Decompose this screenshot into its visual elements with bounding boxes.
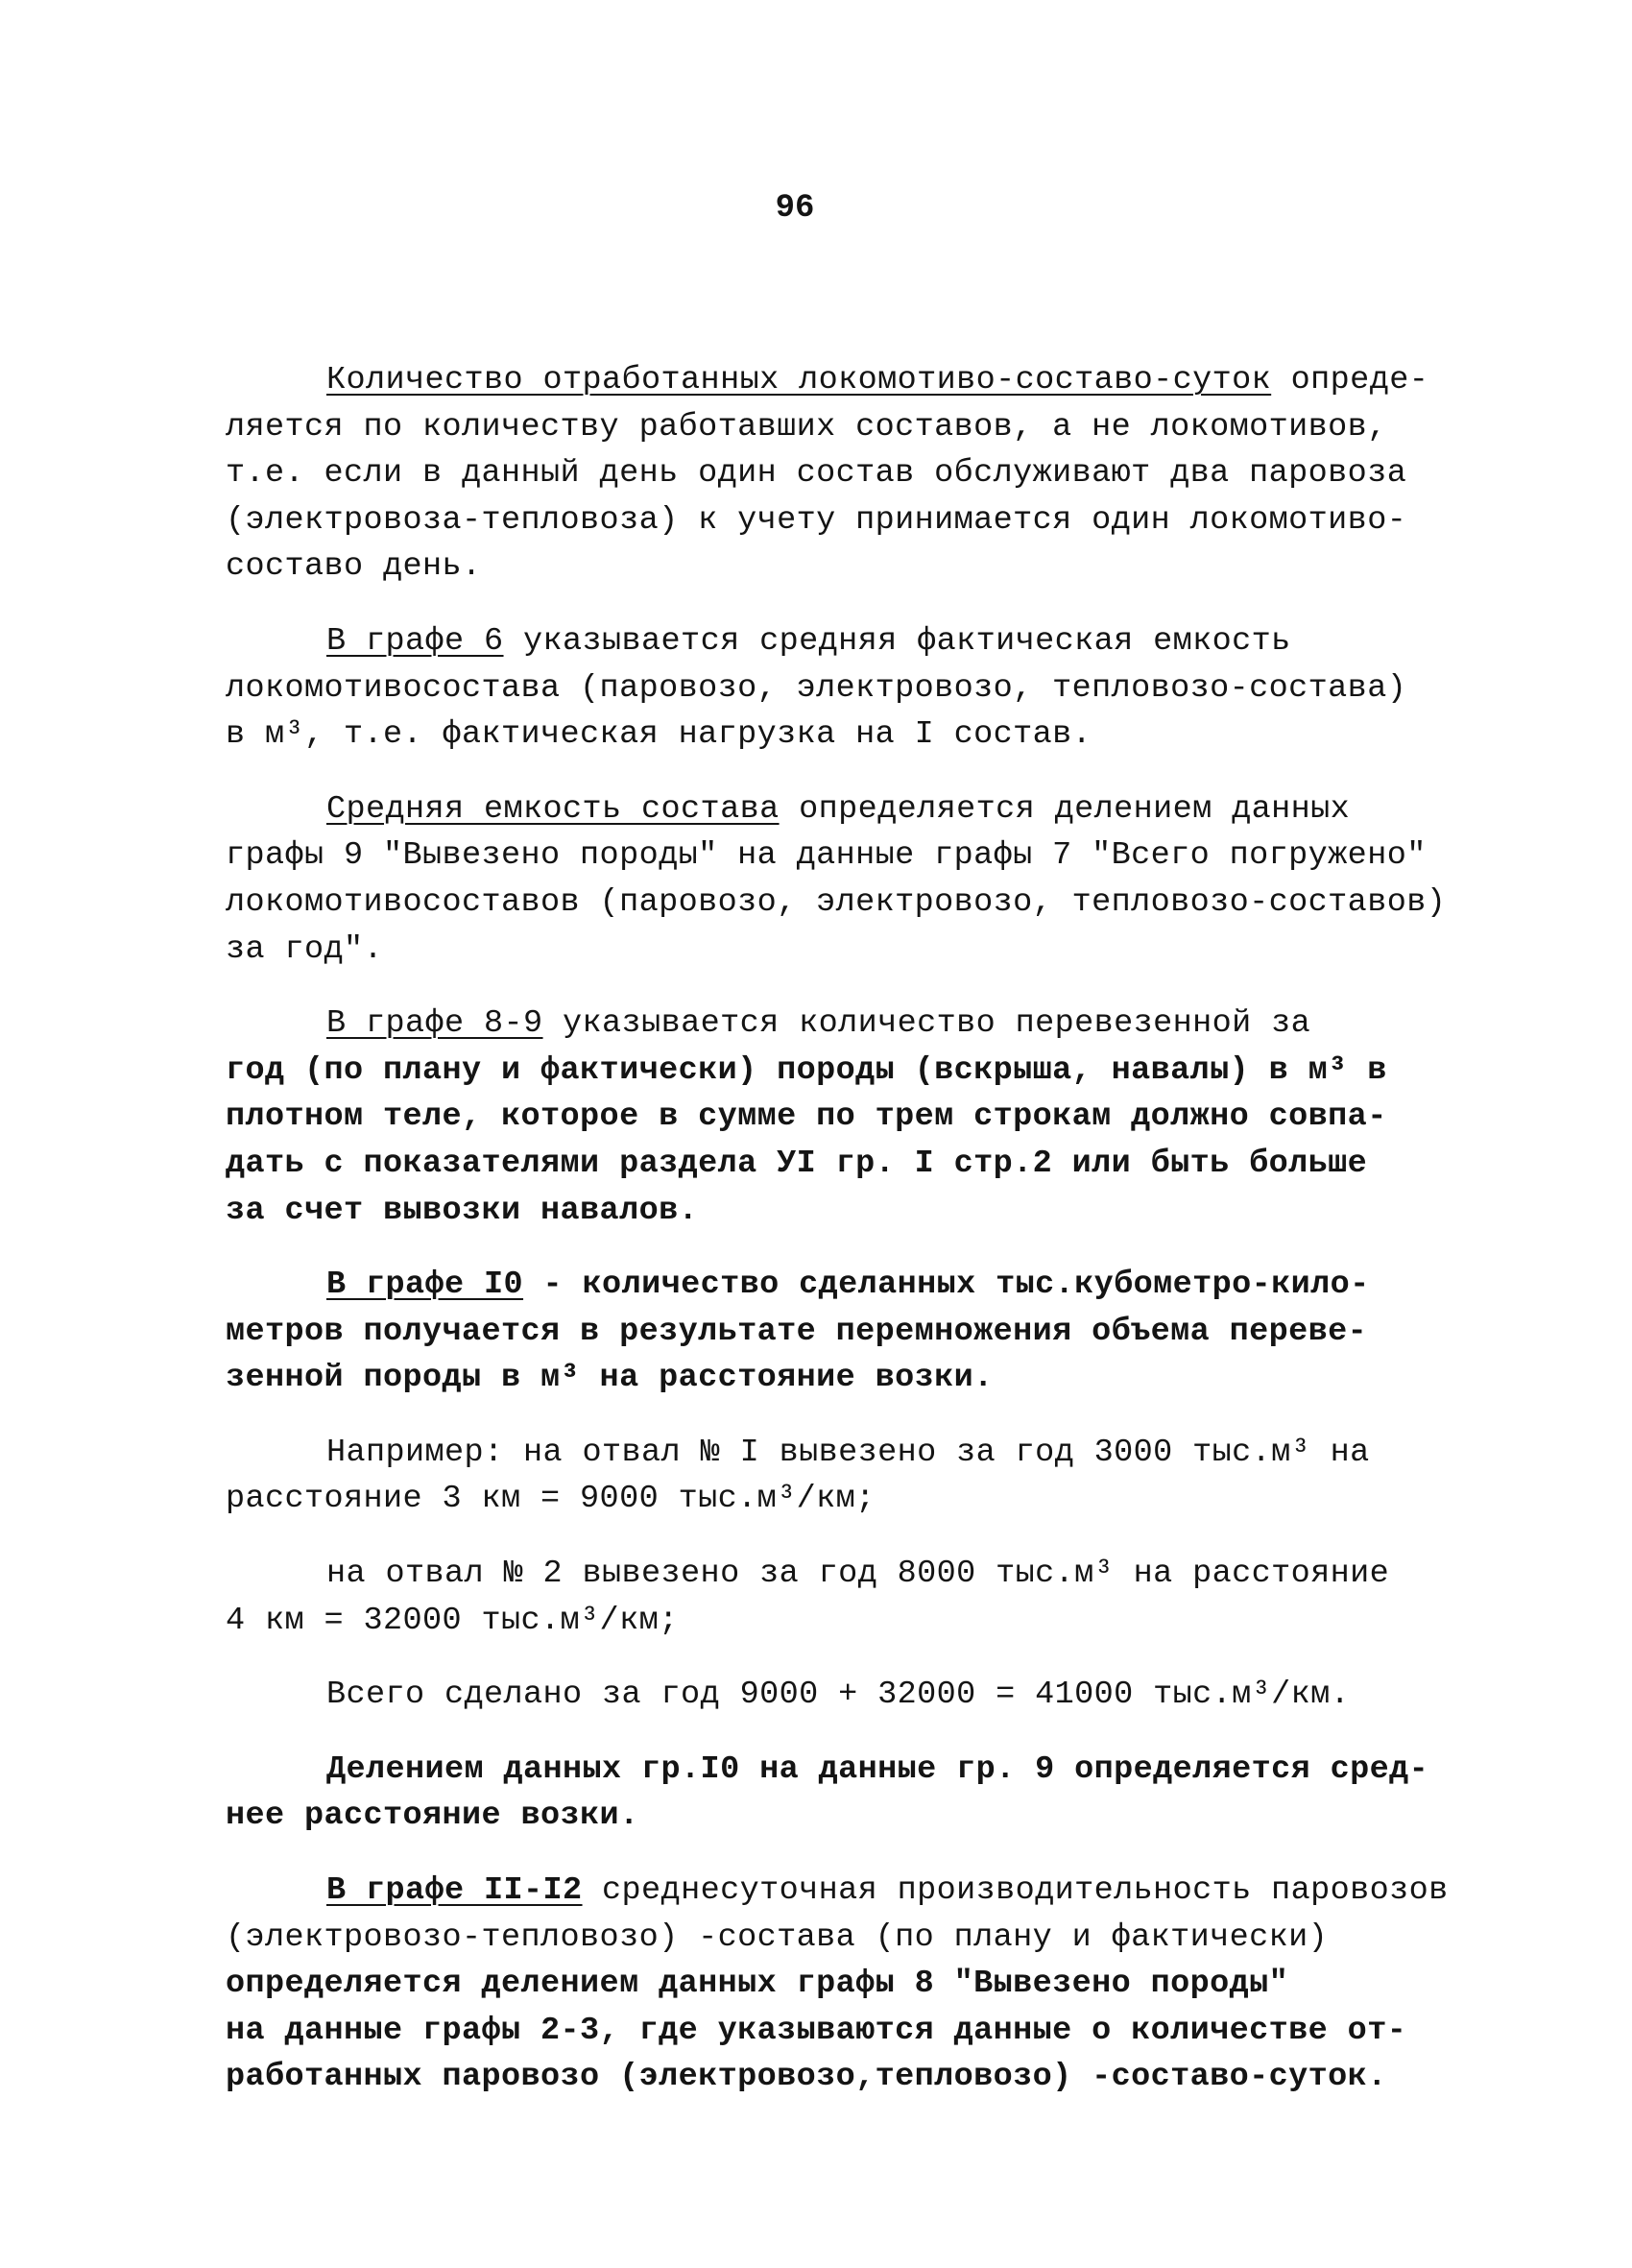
text-line: (электровозо-тепловозо) -состава (по плану и фактически) [226, 1918, 1329, 1956]
paragraph-column-11-12 [226, 1868, 1464, 2101]
text-line: плотном теле, которое в сумме по трем строкам должно совпа- [226, 1098, 1387, 1136]
text-line: за счет вывозки навалов. [226, 1192, 699, 1229]
text-line: В графе 8-9 указывается количество перевезенной за [326, 1005, 1311, 1043]
paragraph-column-6 [226, 618, 1464, 759]
page-number: 96 [775, 190, 815, 227]
paragraph-average-capacity [226, 786, 1464, 973]
text-line: работанных паровозо (электровозо,тепловозо) -составо-суток. [226, 2059, 1387, 2096]
text-line: на данные графы 2-3, где указываются данные о количестве от- [226, 2012, 1407, 2049]
text-line: (электровоза-тепловоза) к учету принимается один локомотиво- [226, 501, 1407, 539]
text-line: за год". [226, 930, 384, 968]
text-line: дать с показателями раздела УI гр. I стр.2 или быть больше [226, 1145, 1368, 1182]
text-line: Всего сделано за год 9000 + 32000 = 41000 тыс.м³/км. [326, 1677, 1351, 1714]
text-line: в м³, т.е. фактическая нагрузка на I состав. [226, 716, 1092, 754]
document-body [226, 357, 1464, 2101]
text-line: определяется делением данных графы 8 "Вывезено породы" [226, 1966, 1289, 2003]
text-line: Например: на отвал № I вывезено за год 3000 тыс.м³ на [326, 1434, 1370, 1471]
text-line: ляется по количеству работавших составов, а не локомотивов, [226, 408, 1387, 446]
term-underlined: В графе 8-9 [326, 1005, 543, 1043]
text-line: расстояние 3 км = 9000 тыс.м³/км; [226, 1481, 876, 1518]
text-line: В графе I0 - количество сделанных тыс.кубометро-кило- [326, 1267, 1370, 1304]
text-line: на отвал № 2 вывезено за год 8000 тыс.м³ на расстояние [326, 1556, 1390, 1593]
text-line: метров получается в результате перемножения объема переве- [226, 1313, 1368, 1350]
text-line: т.е. если в данный день один состав обслуживают два паровоза [226, 455, 1407, 493]
text-line: локомотивосостава (паровозо, электровозо, тепловозо-состава) [226, 669, 1407, 707]
paragraph-example-dump-2 [226, 1551, 1464, 1644]
term-underlined: Средняя емкость состава [326, 790, 780, 828]
paragraph-column-10 [226, 1262, 1464, 1402]
term-underlined: В графе II-I2 [326, 1872, 583, 1910]
text-line: составо день. [226, 548, 482, 586]
text-line: Делением данных гр.I0 на данные гр. 9 определяется сред- [326, 1750, 1429, 1788]
text-line: локомотивосоставов (паровозо, электровозо, тепловозо-составов) [226, 883, 1447, 921]
paragraph-example-dump-1 [226, 1430, 1464, 1523]
term-underlined: В графе I0 [326, 1267, 524, 1304]
paragraph-column-8-9 [226, 1001, 1464, 1234]
text-line: зенной породы в м³ на расстояние возки. [226, 1360, 994, 1397]
paragraph-example-total [226, 1672, 1464, 1719]
term-underlined: Количество отработанных локомотиво-составо-суток [326, 362, 1272, 398]
text-line: В графе II-I2 среднесуточная производительность паровозов [326, 1872, 1449, 1910]
paragraph-locomotive-days [226, 357, 1464, 591]
text-line: В графе 6 указывается средняя фактическая емкость [326, 622, 1291, 660]
text-line: Количество отработанных локомотиво-составо-суток опреде- [326, 362, 1429, 398]
text-line: год (по плану и фактически) породы (вскрыша, навалы) в м³ в [226, 1051, 1387, 1089]
text-line: Средняя емкость состава определяется делением данных [326, 790, 1351, 828]
text-line: 4 км = 32000 тыс.м³/км; [226, 1602, 679, 1639]
text-line: нее расстояние возки. [226, 1798, 639, 1835]
text-line: графы 9 "Вывезено породы" на данные графы 7 "Всего погружено" [226, 837, 1427, 875]
term-underlined: В графе 6 [326, 622, 504, 660]
paragraph-average-distance [226, 1747, 1464, 1840]
